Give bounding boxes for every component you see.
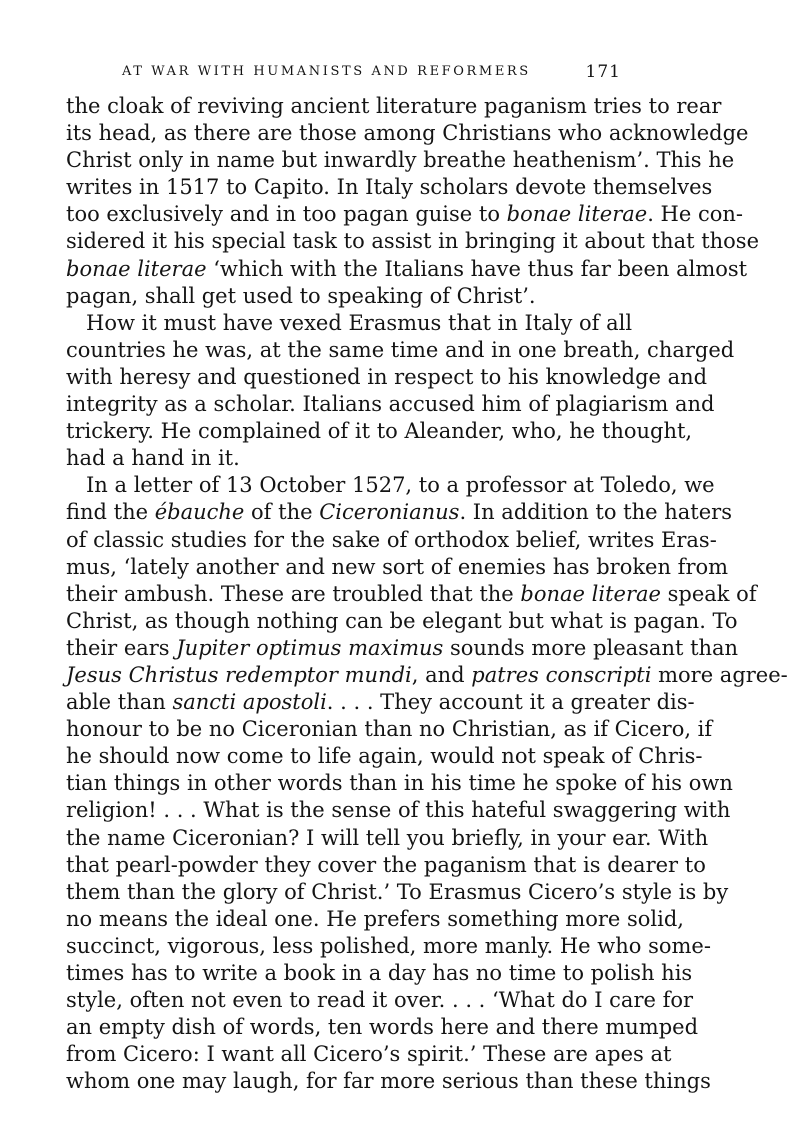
text-line: able than sancti apostoli. . . . They account it a greater dis-	[66, 690, 695, 715]
text-line: the name Ciceronian? I will tell you briefly, in your ear. With	[66, 825, 709, 850]
paragraph-start-line: How it must have vexed Erasmus that in Italy of all	[86, 310, 633, 335]
text-line: religion! . . . What is the sense of this hateful swaggering with	[66, 798, 731, 823]
text-line: had a hand in it.	[66, 446, 240, 471]
text-line: he should now come to life again, would not speak of Chris-	[66, 744, 703, 769]
text-line: their ears Jupiter optimus maximus sounds more pleasant than	[66, 635, 739, 660]
text-line: their ambush. These are troubled that the bonae literae speak of	[66, 581, 757, 606]
text-line: Christ, as though nothing can be elegant but what is pagan. To	[66, 608, 738, 633]
text-line: times has to write a book in a day has no time to polish his	[66, 961, 693, 985]
text-line: Christ only in name but inwardly breathe heathenism’. This he	[66, 148, 735, 173]
text-line: no means the ideal one. He prefers something more solid,	[66, 906, 684, 931]
body-text	[66, 93, 788, 1095]
text-line: from Cicero: I want all Cicero’s spirit.’ These are apes at	[66, 1042, 672, 1067]
text-line: Jesus Christus redemptor mundi, and patres conscripti more agree-	[66, 662, 788, 687]
text-line: sidered it his special task to assist in bringing it about that those	[66, 229, 760, 254]
text-line: an empty dish of words, ten words here and there mumped	[66, 1015, 699, 1040]
text-line: trickery. He complained of it to Aleander, who, he thought,	[66, 419, 693, 444]
text-line: whom one may laugh, for far more serious than these things	[66, 1069, 711, 1094]
text-line: honour to be no Ciceronian than no Christian, as if Cicero, if	[66, 717, 713, 742]
text-line: countries he was, at the same time and in one breath, charged	[66, 337, 735, 362]
text-line: the cloak of reviving ancient literature paganism tries to rear	[66, 94, 722, 118]
text-line: that pearl-powder they cover the paganism that is dearer to	[66, 852, 706, 877]
text-line: of classic studies for the sake of orthodox belief, writes Eras-	[66, 527, 717, 552]
text-line: them than the glory of Christ.’ To Erasmus Cicero’s style is by	[66, 879, 729, 904]
text-line: integrity as a scholar. Italians accused him of plagiarism and	[66, 392, 715, 417]
running-head	[100, 60, 621, 84]
text-line: its head, as there are those among Christians who acknowledge	[66, 121, 749, 146]
text-line: succinct, vigorous, less polished, more manly. He who some-	[66, 933, 711, 958]
text-line: too exclusively and in too pagan guise to bonae literae. He con-	[66, 202, 743, 227]
text-line: mus, ‘lately another and new sort of enemies has broken from	[66, 554, 729, 579]
running-title: AT WAR WITH HUMANISTS AND REFORMERS	[122, 64, 531, 79]
text-line: pagan, shall get used to speaking of Christ’.	[66, 283, 536, 308]
paragraph-start-line: In a letter of 13 October 1527, to a professor at Toledo, we	[86, 473, 715, 498]
page-number: 171	[585, 62, 621, 82]
text-line: style, often not even to read it over. . . . ‘What do I care for	[66, 988, 694, 1013]
text-line: tian things in other words than in his time he spoke of his own	[66, 771, 733, 796]
text-line: find the ébauche of the Ciceronianus. In addition to the haters	[66, 500, 732, 525]
text-line: bonae literae ‘which with the Italians have thus far been almost	[66, 256, 748, 281]
text-line: writes in 1517 to Capito. In Italy scholars devote themselves	[66, 175, 713, 200]
text-line: with heresy and questioned in respect to his knowledge and	[66, 364, 708, 389]
